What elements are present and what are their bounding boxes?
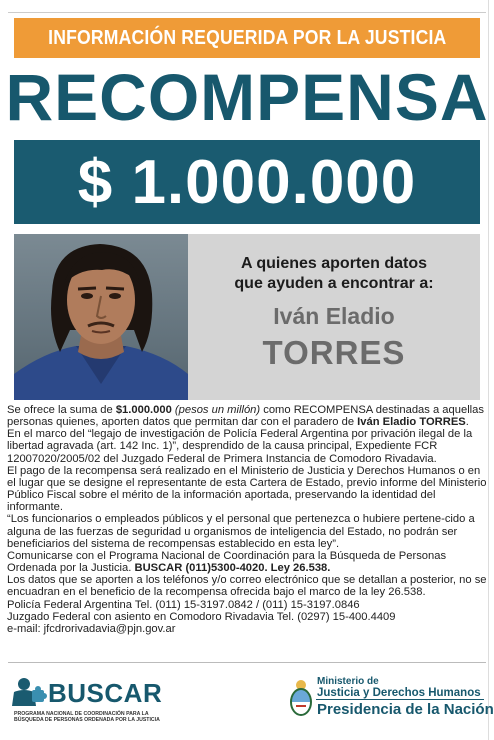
justice-banner	[14, 18, 480, 58]
paragraph-case: En el marco del “legajo de investigación de Policía Federal Argentina por privación ilegal de la libertad agravada (art. 142 Inc. 1)”, desprendido de la causa principal, Expediente FCR 12007020/2005/02 del Juzgado Federal de Primera Instancia de Comodoro Rivadavia.	[7, 428, 473, 465]
presidency-divider	[316, 699, 484, 700]
reward-title: RECOMPENSA	[5, 60, 489, 134]
offer-amount-words: (pesos un millón)	[171, 404, 261, 416]
reward-amount: $ 1.000.000	[77, 147, 417, 217]
suspect-photo-image	[14, 234, 188, 400]
paragraph-exclusion: “Los funcionarios o empleados públicos y el personal que pertenezca o hubiere pertene-cido a alguna de las fuerzas de seguridad u organismos de inteligencia del Estado, no podrán ser beneficiarios del sistema de recompensas establecido en esta ley”.	[7, 513, 475, 550]
buscar-wordmark: BUSCAR	[48, 678, 163, 708]
contact-buscar: BUSCAR (011)5300-4020. Ley 26.538.	[134, 562, 331, 575]
phone-court: Juzgado Federal con asiento en Comodoro Rivadavia Tel. (0297) 15-400.4409	[7, 610, 396, 623]
presidency-text: Presidencia de la Nación	[317, 701, 494, 718]
offer-text-a: Se ofrece la suma de	[7, 404, 116, 416]
offer-text-c: .	[465, 416, 469, 429]
paragraph-payment: El pago de la recompensa será realizado en el Ministerio de Justicia y Derechos Humanos o en el lugar que se designe el representante de esta Cartera de Estado, previo informe del Ministerio Público Fiscal sobre el mérito de la información aportada, preservando la identidad del informante.	[7, 464, 487, 514]
reward-details	[7, 404, 487, 635]
phone-police: Policía Federal Argentina Tel. (011) 15-3197.0842 / (011) 15-3197.0846	[7, 598, 360, 611]
footer-divider	[8, 662, 486, 663]
buscar-puzzle-icon	[10, 676, 50, 712]
banner-text: INFORMACIÓN REQUERIDA POR LA JUSTICIA	[47, 26, 447, 49]
suspect-photo	[14, 234, 188, 400]
offer-text-b: como RECOMPENSA destinadas a aquellas personas quienes, aporten datos que permitan dar con el paradero de	[7, 404, 484, 429]
paragraph-contact	[7, 550, 487, 574]
contact-email: e-mail: jfcdrorivadavia@pjn.gov.ar	[7, 622, 176, 635]
ministry-line-2: Justicia y Derechos Humanos	[317, 687, 481, 699]
last-name: TORRES	[262, 334, 406, 371]
help-request-text	[188, 254, 480, 294]
buscar-subtitle: PROGRAMA NACIONAL DE COORDINACIÓN PARA LA BÚSQUEDA DE PERSONAS ORDENADA POR LA JUSTICIA	[14, 711, 160, 723]
offer-amount: $1.000.000	[115, 404, 172, 416]
contact-text: Comunicarse con el Programa Nacional de Coordinación para la Búsqueda de Personas Ordenada por la Justicia.	[7, 549, 447, 575]
paragraph-offer	[7, 404, 487, 428]
paragraph-disclaimer: Los datos que se aporten a los teléfonos y/o correo electrónico que se detallan a posterior, no se encuadran en el beneficio de la recompensa ofrecida bajo el marco de la ley 26.538.	[7, 574, 487, 599]
first-name: Iván Eladio	[273, 303, 395, 329]
wanted-person-panel	[188, 234, 480, 400]
top-divider	[8, 12, 486, 13]
argentina-coat-of-arms-icon	[288, 678, 314, 718]
ministry-line-1: Ministerio de	[317, 676, 379, 687]
offer-name: Iván Eladio TORRES	[357, 416, 466, 429]
help-line-1: A quienes aporten datos	[240, 255, 428, 272]
reward-amount-box	[14, 140, 480, 224]
help-line-2: que ayuden a encontrar a:	[234, 275, 434, 292]
